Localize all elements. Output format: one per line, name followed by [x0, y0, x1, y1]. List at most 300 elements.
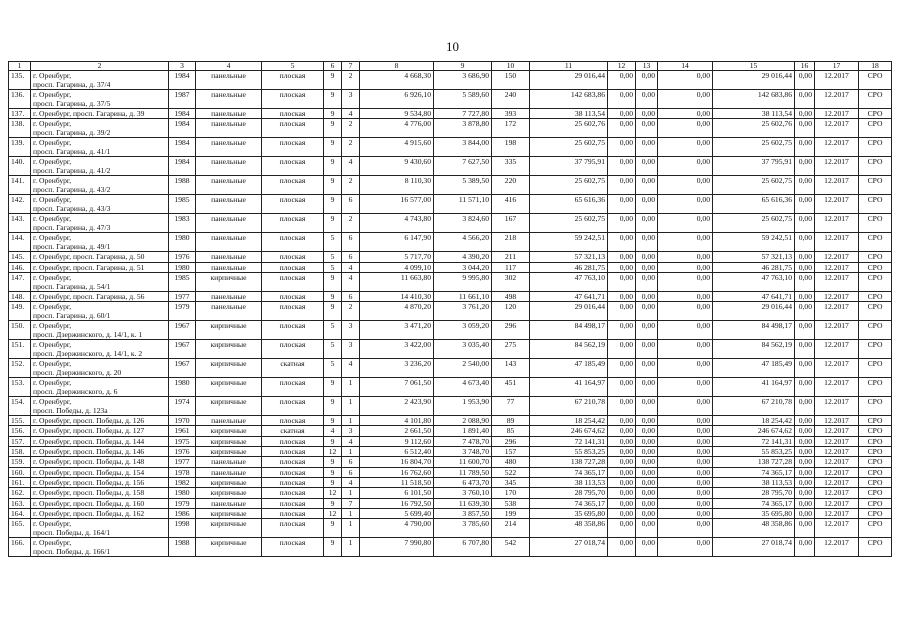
residents-cell: 77 [492, 397, 530, 416]
cost-col13-cell: 0,00 [636, 340, 658, 359]
floors-cell: 9 [324, 119, 342, 138]
residents-cell: 214 [492, 519, 530, 538]
living-area-cell: 3 761,20 [434, 302, 492, 321]
table-row [9, 436, 892, 446]
total-area-cell: 6 926,10 [360, 90, 434, 109]
table-row [9, 488, 892, 498]
deadline-cell: 12.2017 [815, 157, 859, 176]
funding-method-cell: СРО [859, 321, 892, 340]
total-area-cell: 4 101,80 [360, 416, 434, 426]
wall-material-cell: кирпичные [196, 272, 262, 291]
row-index-cell: 151. [9, 340, 31, 359]
roof-type-cell: плоская [262, 262, 324, 272]
floors-cell: 9 [324, 498, 342, 508]
cost-total-cell: 142 683,86 [530, 90, 608, 109]
row-index-cell: 140. [9, 157, 31, 176]
living-area-cell: 3 857,50 [434, 508, 492, 518]
cost-col12-cell: 0,00 [608, 340, 636, 359]
cost-col15-cell: 59 242,51 [713, 233, 795, 252]
cost-col16-cell: 0,00 [795, 477, 815, 487]
column-number-cell: 4 [196, 62, 262, 71]
roof-type-cell: плоская [262, 157, 324, 176]
floors-cell: 9 [324, 157, 342, 176]
cost-col16-cell: 0,00 [795, 109, 815, 119]
cost-col16-cell: 0,00 [795, 436, 815, 446]
entrances-cell: 2 [342, 302, 360, 321]
wall-material-cell: панельные [196, 467, 262, 477]
wall-material-cell: панельные [196, 262, 262, 272]
year-built-cell: 1988 [169, 176, 196, 195]
cost-col16-cell: 0,00 [795, 426, 815, 436]
address-cell: г. Оренбург, просп. Дзержинского, д. 20 [31, 359, 169, 378]
row-index-cell: 141. [9, 176, 31, 195]
floors-cell: 9 [324, 302, 342, 321]
cost-col15-cell: 55 853,25 [713, 447, 795, 457]
cost-col14-cell: 0,00 [658, 71, 713, 90]
cost-col14-cell: 0,00 [658, 340, 713, 359]
living-area-cell: 4 390,20 [434, 252, 492, 262]
cost-col15-cell: 37 795,91 [713, 157, 795, 176]
cost-col13-cell: 0,00 [636, 467, 658, 477]
cost-col13-cell: 0,00 [636, 519, 658, 538]
cost-total-cell: 46 281,75 [530, 262, 608, 272]
cost-total-cell: 47 763,10 [530, 272, 608, 291]
cost-col14-cell: 0,00 [658, 538, 713, 557]
row-index-cell: 143. [9, 214, 31, 233]
cost-col13-cell: 0,00 [636, 538, 658, 557]
living-area-cell: 5 589,60 [434, 90, 492, 109]
cost-col16-cell: 0,00 [795, 538, 815, 557]
year-built-cell: 1979 [169, 498, 196, 508]
wall-material-cell: кирпичные [196, 447, 262, 457]
funding-method-cell: СРО [859, 119, 892, 138]
floors-cell: 12 [324, 508, 342, 518]
funding-method-cell: СРО [859, 397, 892, 416]
deadline-cell: 12.2017 [815, 397, 859, 416]
funding-method-cell: СРО [859, 447, 892, 457]
roof-type-cell: плоская [262, 498, 324, 508]
cost-col13-cell: 0,00 [636, 90, 658, 109]
roof-type-cell: плоская [262, 519, 324, 538]
residents-cell: 538 [492, 498, 530, 508]
cost-total-cell: 65 616,36 [530, 195, 608, 214]
cost-col16-cell: 0,00 [795, 90, 815, 109]
address-cell: г. Оренбург, просп. Победы, д. 154 [31, 467, 169, 477]
column-number-cell: 15 [713, 62, 795, 71]
row-index-cell: 137. [9, 109, 31, 119]
roof-type-cell: плоская [262, 109, 324, 119]
total-area-cell: 16 762,60 [360, 467, 434, 477]
cost-total-cell: 138 727,28 [530, 457, 608, 467]
wall-material-cell: панельные [196, 71, 262, 90]
cost-col13-cell: 0,00 [636, 457, 658, 467]
address-cell: г. Оренбург, просп. Дзержинского, д. 6 [31, 378, 169, 397]
cost-col16-cell: 0,00 [795, 195, 815, 214]
total-area-cell: 4 099,10 [360, 262, 434, 272]
table-row [9, 90, 892, 109]
cost-col14-cell: 0,00 [658, 109, 713, 119]
floors-cell: 12 [324, 447, 342, 457]
residents-cell: 157 [492, 447, 530, 457]
entrances-cell: 6 [342, 457, 360, 467]
deadline-cell: 12.2017 [815, 498, 859, 508]
cost-col15-cell: 74 365,17 [713, 467, 795, 477]
entrances-cell: 1 [342, 416, 360, 426]
cost-col16-cell: 0,00 [795, 291, 815, 301]
page-number: 10 [446, 39, 459, 54]
year-built-cell: 1984 [169, 119, 196, 138]
funding-method-cell: СРО [859, 538, 892, 557]
deadline-cell: 12.2017 [815, 340, 859, 359]
deadline-cell: 12.2017 [815, 477, 859, 487]
cost-col12-cell: 0,00 [608, 109, 636, 119]
year-built-cell: 1984 [169, 138, 196, 157]
entrances-cell: 4 [342, 262, 360, 272]
total-area-cell: 11 663,80 [360, 272, 434, 291]
floors-cell: 9 [324, 272, 342, 291]
living-area-cell: 4 566,20 [434, 233, 492, 252]
cost-col15-cell: 84 498,17 [713, 321, 795, 340]
cost-col16-cell: 0,00 [795, 252, 815, 262]
cost-col14-cell: 0,00 [658, 378, 713, 397]
floors-cell: 9 [324, 109, 342, 119]
entrances-cell: 1 [342, 508, 360, 518]
address-cell: г. Оренбург, просп. Победы, д. 123а [31, 397, 169, 416]
row-index-cell: 152. [9, 359, 31, 378]
row-index-cell: 158. [9, 447, 31, 457]
cost-col12-cell: 0,00 [608, 538, 636, 557]
column-number-cell: 11 [530, 62, 608, 71]
address-cell: г. Оренбург, просп. Дзержинского, д. 14/1, к. 1 [31, 321, 169, 340]
living-area-cell: 9 995,80 [434, 272, 492, 291]
cost-col16-cell: 0,00 [795, 340, 815, 359]
roof-type-cell: плоская [262, 272, 324, 291]
deadline-cell: 12.2017 [815, 262, 859, 272]
entrances-cell: 4 [342, 109, 360, 119]
cost-col13-cell: 0,00 [636, 176, 658, 195]
address-cell: г. Оренбург, просп. Гагарина, д. 49/1 [31, 233, 169, 252]
year-built-cell: 1988 [169, 538, 196, 557]
cost-col14-cell: 0,00 [658, 272, 713, 291]
cost-col13-cell: 0,00 [636, 508, 658, 518]
total-area-cell: 4 870,20 [360, 302, 434, 321]
funding-method-cell: СРО [859, 262, 892, 272]
cost-col16-cell: 0,00 [795, 321, 815, 340]
cost-col12-cell: 0,00 [608, 119, 636, 138]
roof-type-cell: плоская [262, 447, 324, 457]
entrances-cell: 6 [342, 195, 360, 214]
address-cell: г. Оренбург, просп. Гагарина, д. 54/1 [31, 272, 169, 291]
floors-cell: 9 [324, 195, 342, 214]
roof-type-cell: плоская [262, 397, 324, 416]
cost-col15-cell: 246 674,62 [713, 426, 795, 436]
deadline-cell: 12.2017 [815, 321, 859, 340]
wall-material-cell: панельные [196, 195, 262, 214]
address-cell: г. Оренбург, просп. Дзержинского, д. 14/1, к. 2 [31, 340, 169, 359]
cost-col12-cell: 0,00 [608, 416, 636, 426]
cost-total-cell: 37 795,91 [530, 157, 608, 176]
cost-col14-cell: 0,00 [658, 457, 713, 467]
residents-cell: 296 [492, 321, 530, 340]
cost-total-cell: 47 641,71 [530, 291, 608, 301]
total-area-cell: 5 717,70 [360, 252, 434, 262]
total-area-cell: 3 422,00 [360, 340, 434, 359]
funding-method-cell: СРО [859, 467, 892, 477]
cost-col15-cell: 25 602,75 [713, 138, 795, 157]
row-index-cell: 150. [9, 321, 31, 340]
cost-col12-cell: 0,00 [608, 457, 636, 467]
funding-method-cell: СРО [859, 291, 892, 301]
entrances-cell: 4 [342, 272, 360, 291]
floors-cell: 12 [324, 488, 342, 498]
cost-col15-cell: 38 113,53 [713, 477, 795, 487]
residents-cell: 167 [492, 214, 530, 233]
table-row [9, 291, 892, 301]
cost-col13-cell: 0,00 [636, 416, 658, 426]
cost-total-cell: 246 674,62 [530, 426, 608, 436]
funding-method-cell: СРО [859, 519, 892, 538]
cost-col15-cell: 41 164,97 [713, 378, 795, 397]
total-area-cell: 6 512,40 [360, 447, 434, 457]
row-index-cell: 153. [9, 378, 31, 397]
residents-cell: 345 [492, 477, 530, 487]
living-area-cell: 2 540,00 [434, 359, 492, 378]
funding-method-cell: СРО [859, 157, 892, 176]
cost-col14-cell: 0,00 [658, 176, 713, 195]
column-number-cell: 6 [324, 62, 342, 71]
table-row [9, 214, 892, 233]
table-row [9, 340, 892, 359]
total-area-cell: 6 147,90 [360, 233, 434, 252]
cost-col16-cell: 0,00 [795, 378, 815, 397]
entrances-cell: 2 [342, 138, 360, 157]
cost-col15-cell: 142 683,86 [713, 90, 795, 109]
roof-type-cell: плоская [262, 176, 324, 195]
funding-method-cell: СРО [859, 90, 892, 109]
floors-cell: 4 [324, 426, 342, 436]
year-built-cell: 1974 [169, 397, 196, 416]
cost-col12-cell: 0,00 [608, 176, 636, 195]
cost-col15-cell: 74 365,17 [713, 498, 795, 508]
address-cell: г. Оренбург, просп. Гагарина, д. 51 [31, 262, 169, 272]
total-area-cell: 14 410,30 [360, 291, 434, 301]
total-area-cell: 4 790,00 [360, 519, 434, 538]
residents-cell: 542 [492, 538, 530, 557]
floors-cell: 9 [324, 477, 342, 487]
cost-col12-cell: 0,00 [608, 262, 636, 272]
address-cell: г. Оренбург, просп. Гагарина, д. 37/5 [31, 90, 169, 109]
funding-method-cell: СРО [859, 138, 892, 157]
table-row [9, 233, 892, 252]
floors-cell: 9 [324, 138, 342, 157]
cost-col15-cell: 72 141,31 [713, 436, 795, 446]
deadline-cell: 12.2017 [815, 436, 859, 446]
funding-method-cell: СРО [859, 176, 892, 195]
floors-cell: 9 [324, 416, 342, 426]
cost-col13-cell: 0,00 [636, 397, 658, 416]
roof-type-cell: плоская [262, 508, 324, 518]
living-area-cell: 5 389,50 [434, 176, 492, 195]
cost-col12-cell: 0,00 [608, 195, 636, 214]
cost-col12-cell: 0,00 [608, 252, 636, 262]
table-row [9, 426, 892, 436]
entrances-cell: 1 [342, 397, 360, 416]
total-area-cell: 8 110,30 [360, 176, 434, 195]
entrances-cell: 2 [342, 71, 360, 90]
entrances-cell: 2 [342, 176, 360, 195]
cost-col12-cell: 0,00 [608, 477, 636, 487]
total-area-cell: 16 804,70 [360, 457, 434, 467]
cost-col13-cell: 0,00 [636, 109, 658, 119]
address-cell: г. Оренбург, просп. Гагарина, д. 56 [31, 291, 169, 301]
cost-col13-cell: 0,00 [636, 157, 658, 176]
wall-material-cell: кирпичные [196, 426, 262, 436]
cost-col12-cell: 0,00 [608, 138, 636, 157]
cost-total-cell: 35 695,80 [530, 508, 608, 518]
floors-cell: 9 [324, 457, 342, 467]
cost-total-cell: 25 602,75 [530, 214, 608, 233]
total-area-cell: 4 776,00 [360, 119, 434, 138]
column-number-cell: 10 [492, 62, 530, 71]
funding-method-cell: СРО [859, 416, 892, 426]
cost-col12-cell: 0,00 [608, 397, 636, 416]
entrances-cell: 6 [342, 291, 360, 301]
cost-col16-cell: 0,00 [795, 416, 815, 426]
cost-col12-cell: 0,00 [608, 321, 636, 340]
cost-col16-cell: 0,00 [795, 119, 815, 138]
wall-material-cell: панельные [196, 498, 262, 508]
cost-col12-cell: 0,00 [608, 447, 636, 457]
table-row [9, 302, 892, 321]
table-row [9, 397, 892, 416]
cost-col15-cell: 29 016,44 [713, 302, 795, 321]
living-area-cell: 3 748,70 [434, 447, 492, 457]
cost-total-cell: 27 018,74 [530, 538, 608, 557]
total-area-cell: 6 101,50 [360, 488, 434, 498]
column-number-cell: 16 [795, 62, 815, 71]
funding-method-cell: СРО [859, 498, 892, 508]
wall-material-cell: панельные [196, 233, 262, 252]
cost-col12-cell: 0,00 [608, 291, 636, 301]
row-index-cell: 155. [9, 416, 31, 426]
table-row [9, 467, 892, 477]
address-cell: г. Оренбург, просп. Победы, д. 156 [31, 477, 169, 487]
living-area-cell: 11 639,30 [434, 498, 492, 508]
entrances-cell: 4 [342, 359, 360, 378]
cost-col16-cell: 0,00 [795, 467, 815, 477]
table-row [9, 508, 892, 518]
table-row [9, 359, 892, 378]
wall-material-cell: кирпичные [196, 508, 262, 518]
entrances-cell: 3 [342, 321, 360, 340]
row-index-cell: 148. [9, 291, 31, 301]
total-area-cell: 7 990,80 [360, 538, 434, 557]
wall-material-cell: кирпичные [196, 519, 262, 538]
entrances-cell: 3 [342, 90, 360, 109]
living-area-cell: 3 760,10 [434, 488, 492, 498]
floors-cell: 9 [324, 176, 342, 195]
cost-col12-cell: 0,00 [608, 378, 636, 397]
deadline-cell: 12.2017 [815, 426, 859, 436]
row-index-cell: 139. [9, 138, 31, 157]
cost-col13-cell: 0,00 [636, 71, 658, 90]
cost-col16-cell: 0,00 [795, 214, 815, 233]
cost-col15-cell: 47 185,49 [713, 359, 795, 378]
cost-col14-cell: 0,00 [658, 214, 713, 233]
total-area-cell: 5 699,40 [360, 508, 434, 518]
residents-cell: 275 [492, 340, 530, 359]
cost-col16-cell: 0,00 [795, 488, 815, 498]
total-area-cell: 9 534,80 [360, 109, 434, 119]
residents-cell: 172 [492, 119, 530, 138]
living-area-cell: 3 785,60 [434, 519, 492, 538]
residents-cell: 211 [492, 252, 530, 262]
address-cell: г. Оренбург, просп. Гагарина, д. 41/2 [31, 157, 169, 176]
deadline-cell: 12.2017 [815, 119, 859, 138]
floors-cell: 9 [324, 436, 342, 446]
wall-material-cell: панельные [196, 252, 262, 262]
row-index-cell: 161. [9, 477, 31, 487]
floors-cell: 9 [324, 538, 342, 557]
cost-col13-cell: 0,00 [636, 359, 658, 378]
year-built-cell: 1975 [169, 436, 196, 446]
row-index-cell: 144. [9, 233, 31, 252]
address-cell: г. Оренбург, просп. Победы, д. 144 [31, 436, 169, 446]
cost-total-cell: 38 113,54 [530, 109, 608, 119]
deadline-cell: 12.2017 [815, 508, 859, 518]
year-built-cell: 1967 [169, 321, 196, 340]
floors-cell: 5 [324, 321, 342, 340]
wall-material-cell: панельные [196, 138, 262, 157]
cost-total-cell: 41 164,97 [530, 378, 608, 397]
cost-col16-cell: 0,00 [795, 447, 815, 457]
cost-col14-cell: 0,00 [658, 302, 713, 321]
cost-total-cell: 48 358,86 [530, 519, 608, 538]
residents-cell: 240 [492, 90, 530, 109]
cost-col13-cell: 0,00 [636, 477, 658, 487]
wall-material-cell: панельные [196, 214, 262, 233]
cost-col14-cell: 0,00 [658, 508, 713, 518]
deadline-cell: 12.2017 [815, 378, 859, 397]
table-row [9, 321, 892, 340]
funding-method-cell: СРО [859, 359, 892, 378]
table-row [9, 477, 892, 487]
table-row [9, 252, 892, 262]
roof-type-cell: плоская [262, 378, 324, 397]
total-area-cell: 11 518,50 [360, 477, 434, 487]
address-cell: г. Оренбург, просп. Гагарина, д. 60/1 [31, 302, 169, 321]
cost-col15-cell: 67 210,78 [713, 397, 795, 416]
entrances-cell: 2 [342, 119, 360, 138]
residents-cell: 170 [492, 488, 530, 498]
deadline-cell: 12.2017 [815, 90, 859, 109]
address-cell: г. Оренбург, просп. Победы, д. 160 [31, 498, 169, 508]
cost-col16-cell: 0,00 [795, 176, 815, 195]
roof-type-cell: скатная [262, 359, 324, 378]
row-index-cell: 163. [9, 498, 31, 508]
entrances-cell: 1 [342, 488, 360, 498]
deadline-cell: 12.2017 [815, 447, 859, 457]
total-area-cell: 4 915,60 [360, 138, 434, 157]
entrances-cell: 3 [342, 426, 360, 436]
cost-col15-cell: 47 641,71 [713, 291, 795, 301]
cost-col14-cell: 0,00 [658, 447, 713, 457]
address-cell: г. Оренбург, просп. Победы, д. 148 [31, 457, 169, 467]
address-cell: г. Оренбург, просп. Победы, д. 158 [31, 488, 169, 498]
cost-total-cell: 59 242,51 [530, 233, 608, 252]
year-built-cell: 1977 [169, 457, 196, 467]
address-cell: г. Оренбург, просп. Победы, д. 162 [31, 508, 169, 518]
